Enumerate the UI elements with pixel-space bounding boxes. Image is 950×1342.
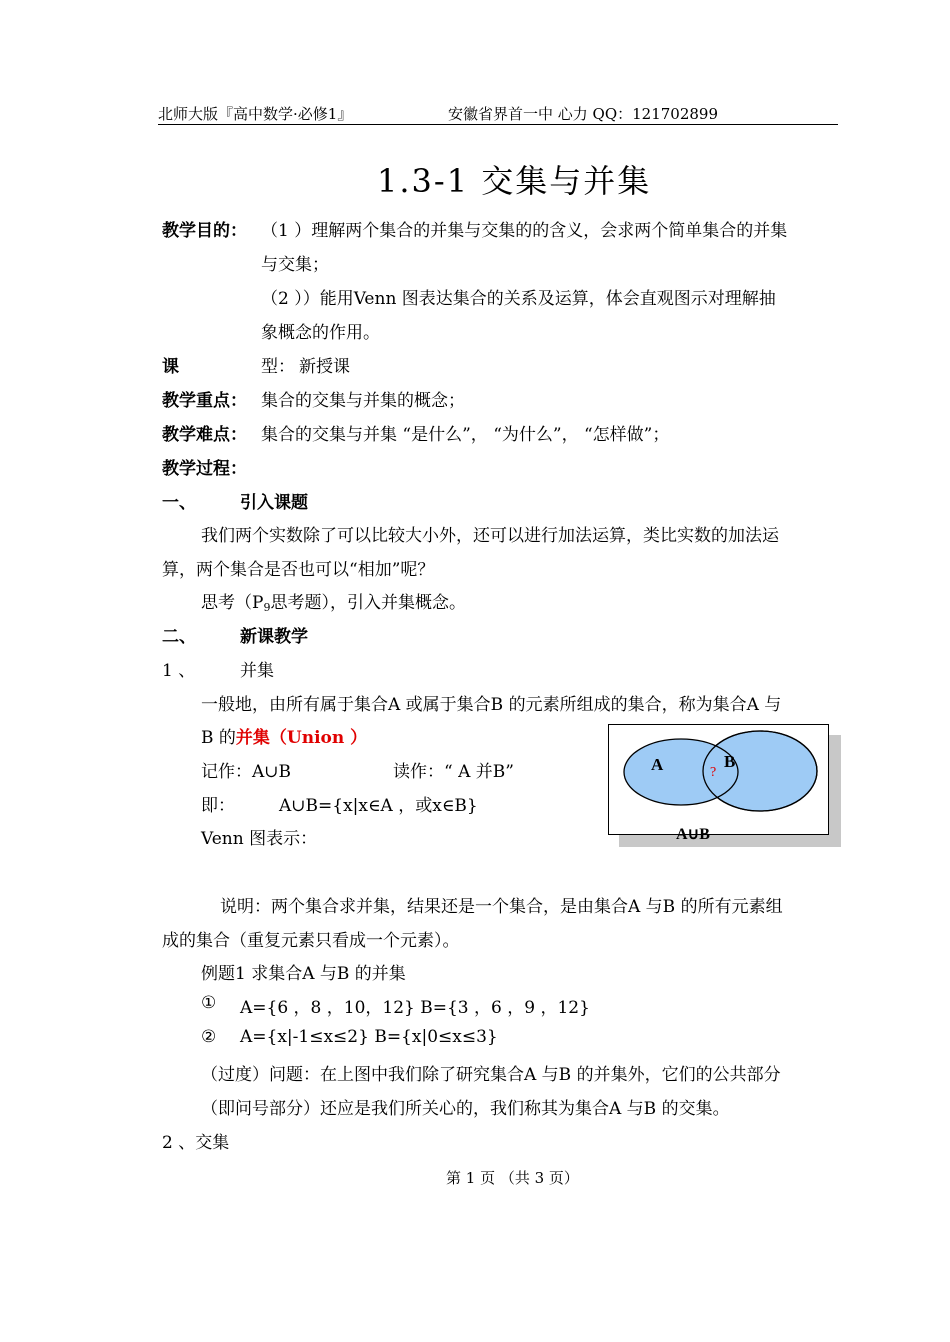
venn-svg bbox=[609, 725, 827, 843]
venn-label-b: B bbox=[724, 752, 736, 771]
section-2-title: 新课教学 bbox=[240, 627, 308, 647]
course-type-value: 新授课 bbox=[299, 357, 350, 377]
example-1: A={6 ，8 ，10，12} B={3 ，6 ，9 ，12} bbox=[240, 998, 590, 1018]
page-footer: 第 1 页 （共 3 页） bbox=[446, 1169, 579, 1187]
section-1-title: 引入课题 bbox=[240, 493, 308, 513]
venn-question-mark: ? bbox=[710, 765, 717, 780]
page-title: 1.3-1 交集与并集 bbox=[377, 162, 652, 200]
header-left: 北师大版『高中数学·必修1』 bbox=[158, 105, 353, 123]
process-label: 教学过程： bbox=[162, 459, 247, 479]
venn-label-a: A bbox=[651, 755, 664, 774]
subsection-1-number: 1 、 bbox=[162, 661, 196, 681]
union-note-line-2: 成的集合（重复元素只看成一个元素）。 bbox=[162, 931, 460, 951]
transition-line-2: （即问号部分）还应是我们所关心的，我们称其为集合A 与B 的交集。 bbox=[201, 1099, 730, 1119]
union-read-as: 读作：“ A 并B” bbox=[393, 762, 514, 782]
difficulties-label: 教学难点： bbox=[162, 425, 247, 445]
section-1-para-2: 思考（$P_9$思考题），引入并集概念。 bbox=[201, 593, 466, 614]
venn-circle-a bbox=[624, 739, 738, 805]
union-formula-label: 即： bbox=[201, 796, 235, 816]
header-rule bbox=[158, 124, 838, 125]
objective-2-line-2: 象概念的作用。 bbox=[261, 323, 380, 343]
key-points-label: 教学重点： bbox=[162, 391, 247, 411]
union-definition-line-1: 一般地，由所有属于集合A 或属于集合B 的元素所组成的集合，称为集合A 与 bbox=[201, 695, 782, 715]
difficulties-value: 集合的交集与并集 “是什么”， “为什么”， “怎样做”； bbox=[261, 425, 670, 445]
example-2: A={x|-1≤x≤2} B={x|0≤x≤3} bbox=[240, 1027, 498, 1047]
section-1-para-1-line-2: 算，两个集合是否也可以“相加”呢？ bbox=[162, 560, 435, 580]
objective-1-line-2: 与交集； bbox=[261, 255, 329, 275]
venn-caption: A∪B bbox=[676, 826, 710, 843]
objective-1-line-1: （1 ）理解两个集合的并集与交集的的含义，会求两个简单集合的并集 bbox=[261, 221, 788, 241]
venn-diagram bbox=[608, 724, 829, 843]
section-1-number: 一、 bbox=[162, 493, 196, 513]
example-1-number: ① bbox=[201, 993, 217, 1013]
venn-label: Venn 图表示： bbox=[201, 829, 318, 849]
example-2-number: ② bbox=[201, 1027, 217, 1047]
subsection-2-title: 2 、交集 bbox=[162, 1133, 230, 1153]
header-right: 安徽省界首一中 心力 QQ：121702899 bbox=[448, 105, 719, 123]
objectives-label: 教学目的： bbox=[162, 221, 247, 241]
section-2-number: 二、 bbox=[162, 627, 196, 647]
course-type-label-2: 型： bbox=[261, 357, 295, 377]
union-definition-line-2: B 的并集（Union ） bbox=[201, 728, 368, 748]
subsection-1-title: 并集 bbox=[240, 661, 274, 681]
example-title: 例题1 求集合A 与B 的并集 bbox=[201, 964, 406, 984]
union-note-line-1: 说明：两个集合求并集，结果还是一个集合，是由集合A 与B 的所有元素组 bbox=[220, 897, 783, 917]
union-notation: 记作：A∪B bbox=[201, 762, 292, 782]
course-type-label-1: 课 bbox=[162, 357, 179, 377]
union-formula: A∪B={x|x∈A ，或x∈B} bbox=[279, 796, 478, 816]
section-1-para-1-line-1: 我们两个实数除了可以比较大小外，还可以进行加法运算，类比实数的加法运 bbox=[201, 526, 779, 546]
key-points-value: 集合的交集与并集的概念； bbox=[261, 391, 465, 411]
transition-line-1: （过度）问题：在上图中我们除了研究集合A 与B 的并集外，它们的公共部分 bbox=[201, 1065, 781, 1085]
union-term: 并集（Union ） bbox=[235, 728, 368, 748]
objective-2-line-1: （2 ））能用Venn 图表达集合的关系及运算，体会直观图示对理解抽 bbox=[261, 289, 776, 309]
